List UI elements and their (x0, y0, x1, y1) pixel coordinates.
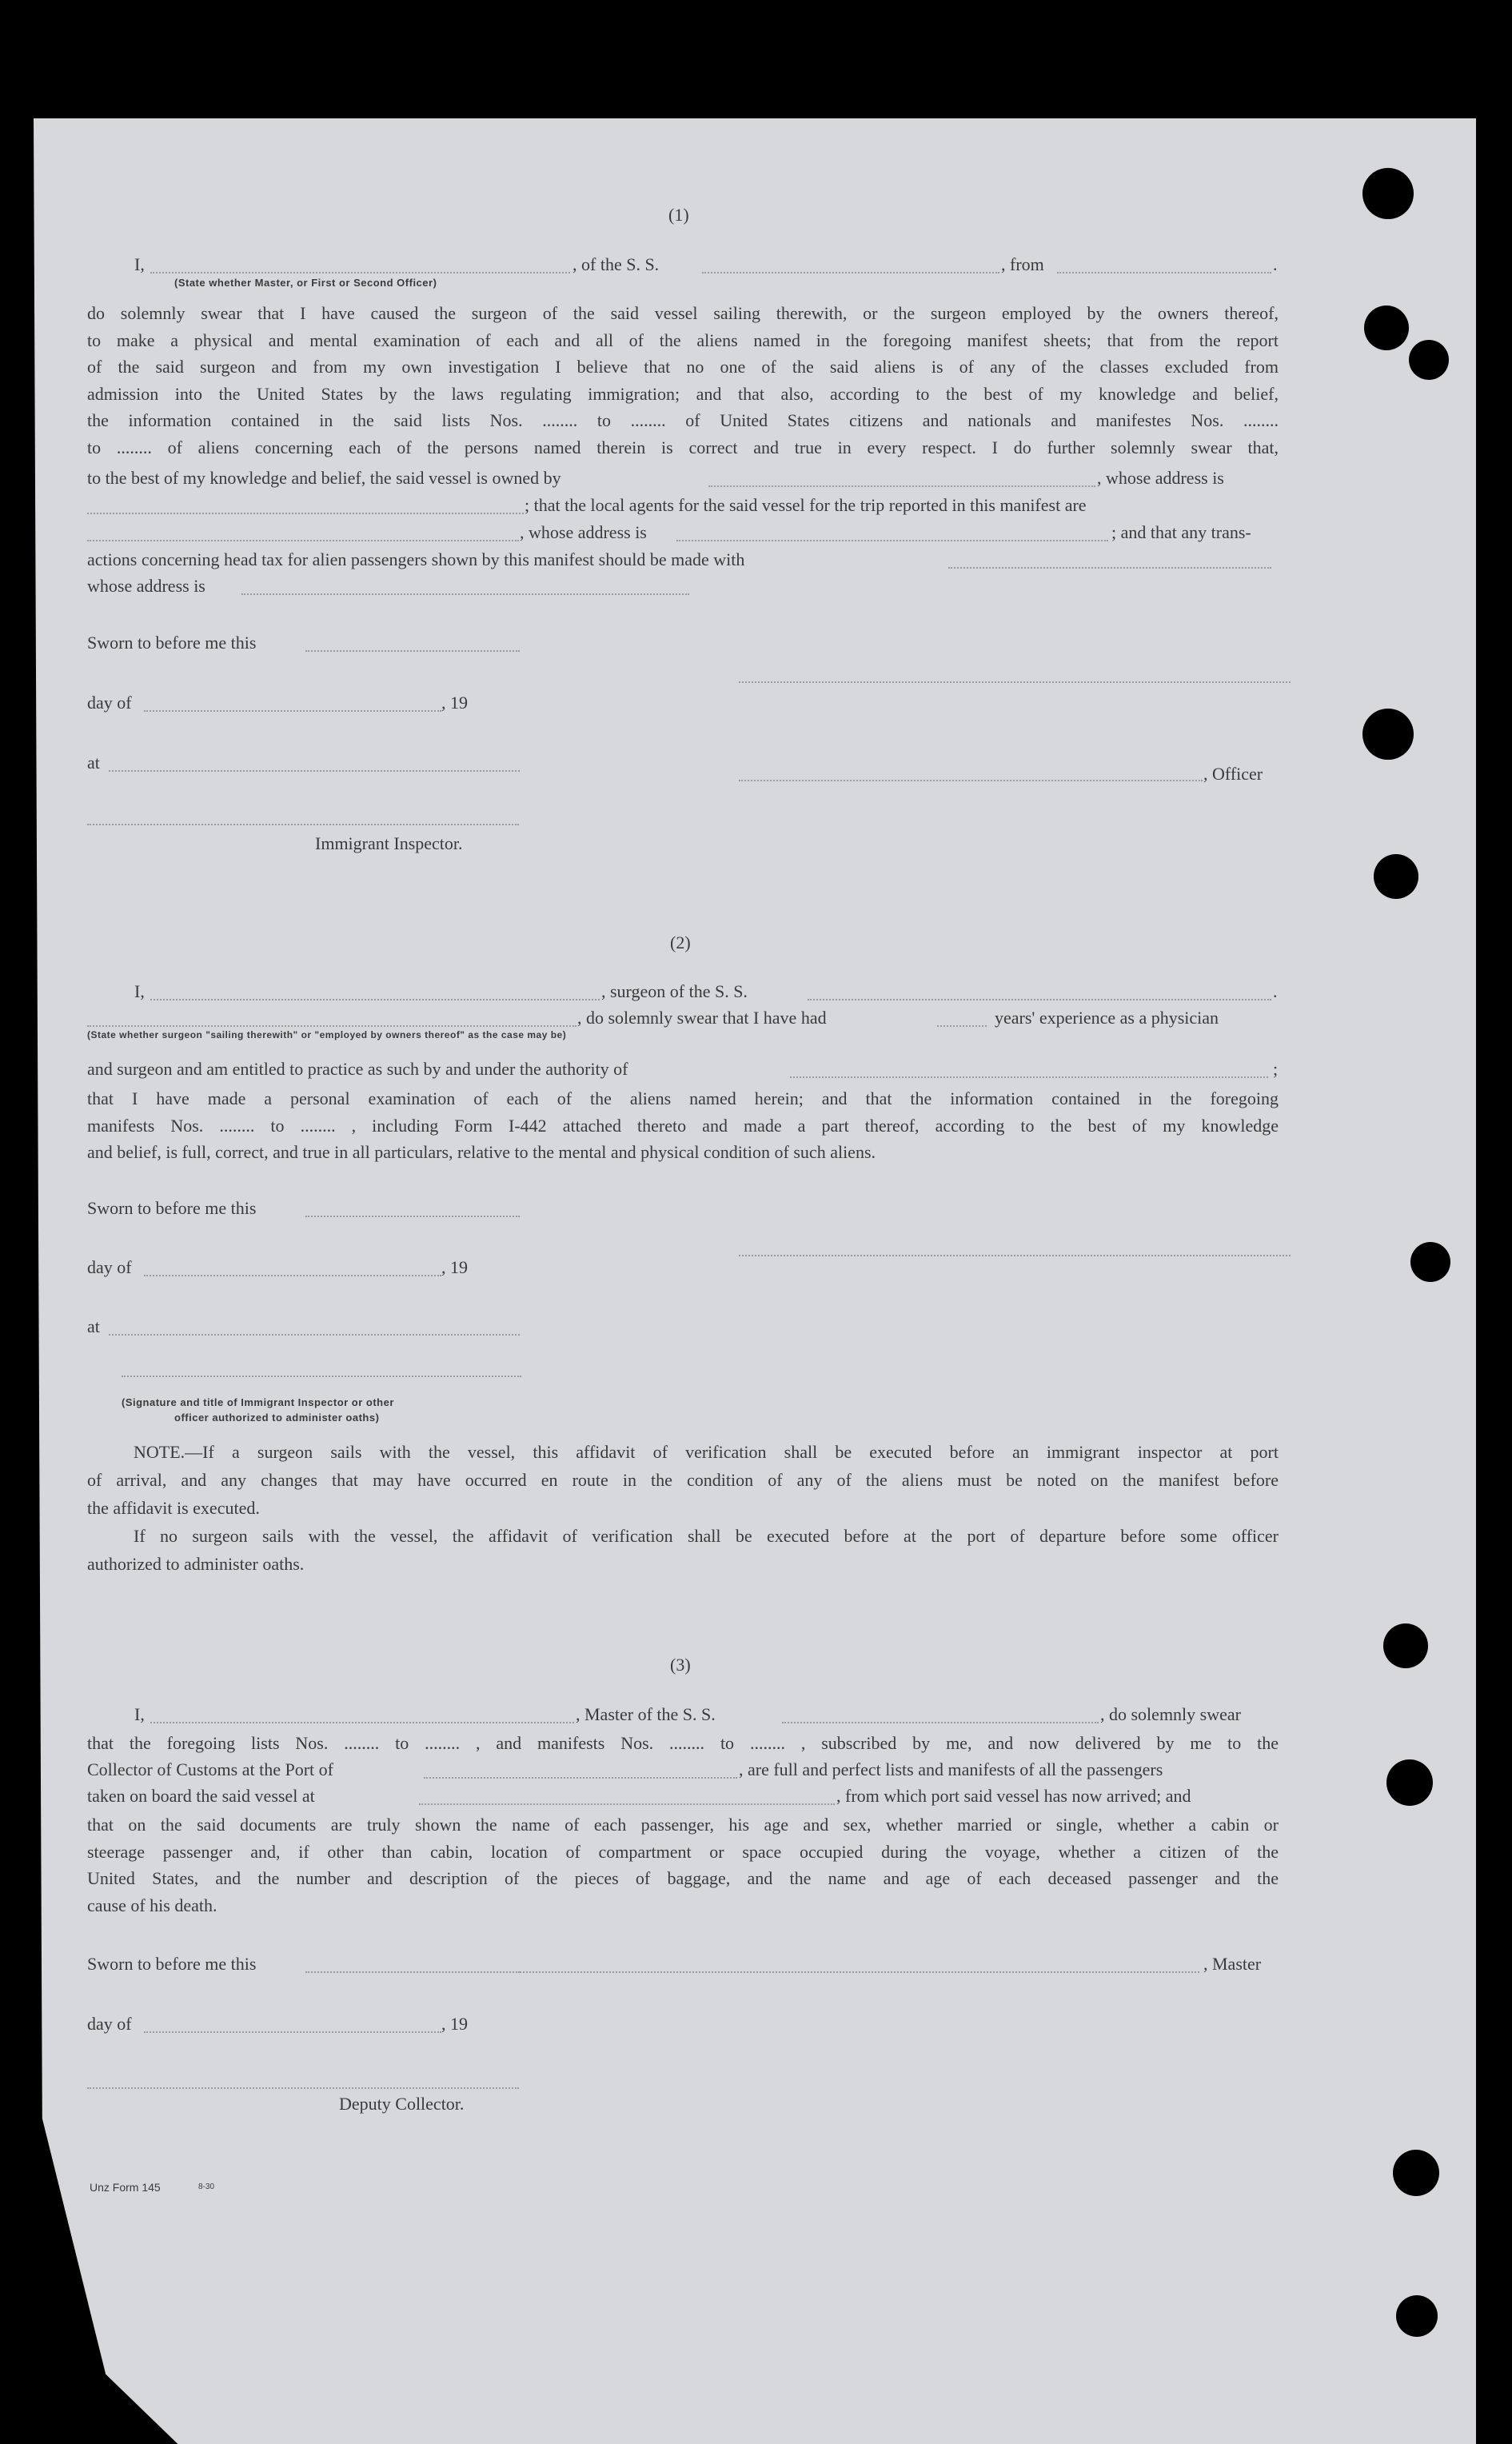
form-text: , from (1001, 254, 1044, 274)
text-line: of arrival, and any changes that may have occurred en route in the condition of any of the aliens must be noted on the manifest before (87, 1470, 1279, 1490)
blank-line (782, 1722, 1099, 1723)
blank-line (305, 1971, 520, 1973)
binder-hole (1362, 168, 1414, 219)
form-text: , surgeon of the S. S. (601, 981, 748, 1001)
text-line: that the foregoing lists Nos. ........ to ........ , and manifests Nos. ........ to ........ , subscribed by me, and now delivered by me to the (87, 1733, 1279, 1753)
form-code: 8-30 (198, 2182, 215, 2191)
form-text: , Master of the S. S. (576, 1704, 716, 1724)
binder-hole (1383, 1623, 1428, 1668)
blank-line (87, 540, 519, 541)
binder-hole (1409, 340, 1449, 380)
text-line: that I have made a personal examination of each of the aliens named herein; and that the information contained in the foregoing (87, 1088, 1279, 1108)
form-text: , from which port said vessel has now arrived; and (836, 1786, 1191, 1806)
form-text: . (1273, 981, 1278, 1001)
form-text: Collector of Customs at the Port of (87, 1759, 333, 1779)
form-text: day of (87, 2014, 132, 2034)
form-text: , 19 (441, 1257, 468, 1277)
form-text: , 19 (441, 2014, 468, 2034)
section-number: (2) (670, 932, 691, 952)
binder-hole (1410, 1242, 1450, 1282)
form-text: , Officer (1203, 764, 1263, 784)
form-text: whose address is (87, 576, 205, 596)
signature-line (87, 2087, 519, 2089)
binder-hole (1364, 306, 1409, 350)
paragraph (87, 1730, 1279, 1757)
blank-line (150, 999, 600, 1000)
instruction-note: (State whether surgeon "sailing therewith" or "employed by owners thereof" as the case may be) (87, 1029, 567, 1040)
form-text: Sworn to before me this (87, 1954, 257, 1974)
blank-line (305, 650, 520, 652)
blank-line (241, 593, 689, 595)
text-line: admission into the United States by the laws regulating immigration; and that also, according to the best of my knowledge and belief, (87, 383, 1279, 404)
binder-hole (1374, 854, 1418, 899)
form-text: at (87, 753, 100, 773)
blank-line (948, 567, 1271, 569)
blank-line (150, 1722, 574, 1723)
signature-line (739, 681, 1291, 683)
signature-line (739, 1255, 1291, 1256)
binder-hole (1396, 2295, 1438, 2337)
form-text: Sworn to before me this (87, 633, 257, 653)
binder-hole (1386, 1759, 1433, 1806)
note-paragraph (87, 1438, 1279, 1578)
form-text: ; that the local agents for the said vessel for the trip reported in this manifest are (525, 495, 1087, 515)
blank-line (702, 272, 999, 274)
form-text: at (87, 1316, 100, 1336)
form-text: I, (134, 981, 145, 1001)
form-text: . (1273, 254, 1278, 274)
form-text: I, (134, 254, 145, 274)
form-text: , of the S. S. (572, 254, 660, 274)
blank-line (708, 485, 1095, 487)
signature-line (122, 1376, 521, 1377)
text-line: the information contained in the said lists Nos. ........ to ........ of United States citizens and nationals and manifestes Nos. ........ (87, 410, 1279, 430)
text-line: authorized to administer oaths. (87, 1554, 305, 1574)
text-line: NOTE.—If a surgeon sails with the vessel, this affidavit of verification shall be executed before an immigrant inspector at port (134, 1442, 1279, 1462)
paragraph (87, 1811, 1279, 1919)
form-text: Sworn to before me this (87, 1198, 257, 1218)
text-line: United States, and the number and description of the pieces of baggage, and the name and age of each deceased passenger and the (87, 1868, 1279, 1888)
text-line: the affidavit is executed. (87, 1498, 260, 1518)
form-text: , are full and perfect lists and manifests of all the passengers (739, 1759, 1163, 1779)
text-line: to ........ of aliens concerning each of the persons named therein is correct and true in every respect. I do further solemnly swear that, (87, 437, 1279, 457)
blank-line (87, 1025, 576, 1027)
blank-line (109, 770, 520, 772)
form-text: actions concerning head tax for alien passengers shown by this manifest should be made with (87, 549, 745, 569)
text-line: that on the said documents are truly shown the name of each passenger, his age and sex, whether married or single, whether a cabin or (87, 1815, 1279, 1835)
form-text: , do solemnly swear (1100, 1704, 1241, 1724)
text-line: steerage passenger and, if other than cabin, location of compartment or space occupied during the voyage, whether a citizen of the (87, 1841, 1279, 1862)
form-text: , whose address is (520, 522, 647, 542)
section-number: (1) (668, 205, 689, 225)
instruction-note: officer authorized to administer oaths) (174, 1412, 380, 1424)
form-text: ; and that any trans- (1111, 522, 1251, 542)
form-text: I, (134, 1704, 145, 1724)
blank-line (144, 710, 441, 712)
blank-line (790, 1076, 1268, 1078)
signature-line (739, 780, 1203, 781)
binder-hole (1362, 709, 1414, 760)
blank-line (87, 513, 524, 514)
form-text: ; (1273, 1059, 1279, 1079)
form-number: Unz Form 145 (90, 2181, 161, 2194)
instruction-note: (State whether Master, or First or Second Officer) (174, 277, 437, 289)
blank-line (305, 1216, 520, 1217)
paragraph (87, 300, 1279, 461)
signature-line (87, 824, 519, 825)
form-text: to the best of my knowledge and belief, the said vessel is owned by (87, 468, 561, 488)
text-line: manifests Nos. ........ to ........ , including Form I-442 attached thereto and made a part thereof, according to the best of my knowledge (87, 1115, 1279, 1136)
section-number: (3) (670, 1655, 691, 1675)
blank-line (419, 1803, 835, 1805)
blank-line (937, 1025, 987, 1027)
text-line: If no surgeon sails with the vessel, the affidavit of verification shall be executed before at the port of departure before some officer (134, 1526, 1279, 1546)
form-text: years' experience as a physician (995, 1008, 1219, 1028)
instruction-note: (Signature and title of Immigrant Inspector or other (122, 1396, 394, 1408)
form-text: , do solemnly swear that I have had (577, 1008, 827, 1028)
form-text: Deputy Collector. (339, 2094, 465, 2114)
text-line: and belief, is full, correct, and true in all particulars, relative to the mental and physical condition of such aliens. (87, 1142, 876, 1162)
form-text: , whose address is (1097, 468, 1224, 488)
blank-line (144, 1275, 441, 1276)
blank-line (424, 1777, 737, 1779)
form-text: day of (87, 693, 132, 713)
form-text: , 19 (441, 693, 468, 713)
text-line: of the said surgeon and from my own investigation I believe that no one of the said aliens is of any of the classes excluded from (87, 357, 1279, 377)
signature-line (520, 1971, 1199, 1973)
blank-line (808, 999, 1271, 1000)
form-text: day of (87, 1257, 132, 1277)
blank-line (1057, 272, 1271, 274)
paragraph (87, 1085, 1279, 1166)
form-text: , Master (1203, 1954, 1262, 1974)
binder-hole (1393, 2150, 1439, 2196)
blank-line (150, 272, 570, 274)
text-line: do solemnly swear that I have caused the surgeon of the said vessel sailing therewith, or the surgeon employed by the owners thereof, (87, 303, 1279, 323)
text-line: cause of his death. (87, 1895, 217, 1915)
blank-line (676, 540, 1108, 541)
form-text: Immigrant Inspector. (315, 833, 463, 853)
text-line: to make a physical and mental examination of each and all of the aliens named in the foregoing manifest sheets; that from the report (87, 329, 1279, 350)
form-text: and surgeon and am entitled to practice as such by and under the authority of (87, 1059, 628, 1079)
form-text: taken on board the said vessel at (87, 1786, 315, 1806)
blank-line (144, 2031, 441, 2033)
blank-line (109, 1334, 520, 1336)
